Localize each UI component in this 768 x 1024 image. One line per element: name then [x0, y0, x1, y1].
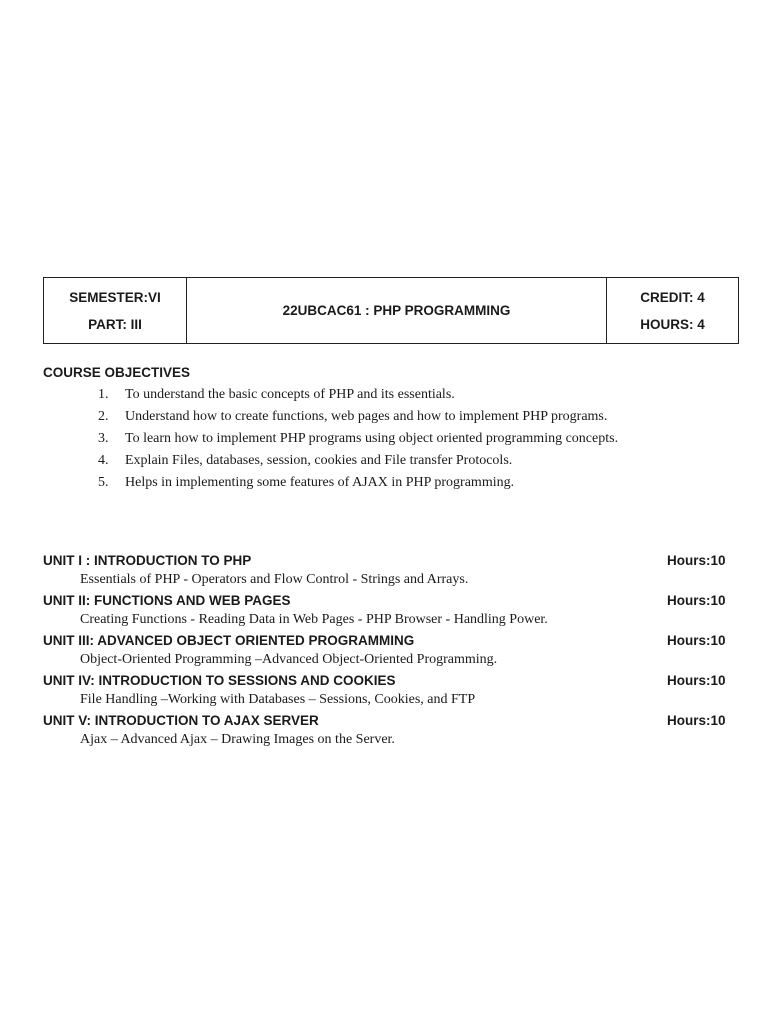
objective-item — [98, 384, 748, 405]
units-section — [43, 551, 733, 751]
unit-header — [43, 551, 733, 570]
unit-title: UNIT II: FUNCTIONS AND WEB PAGES — [43, 593, 291, 608]
unit-block — [43, 551, 733, 590]
objective-number: 2. — [98, 409, 109, 424]
credit-label: CREDIT: 4 — [640, 289, 705, 305]
objective-item — [98, 472, 748, 493]
credit-hours-cell — [607, 278, 738, 343]
objective-text: Understand how to create functions, web pages and how to implement PHP programs. — [125, 409, 608, 424]
objective-number: 3. — [98, 431, 109, 446]
unit-block — [43, 631, 733, 670]
objective-item — [98, 406, 748, 427]
unit-title: UNIT I : INTRODUCTION TO PHP — [43, 553, 252, 568]
unit-description: Creating Functions - Reading Data in Web Pages - PHP Browser - Handling Power. — [80, 612, 548, 627]
unit-title: UNIT III: ADVANCED OBJECT ORIENTED PROGRAMMING — [43, 633, 415, 648]
part-label: PART: III — [88, 316, 142, 332]
unit-hours: Hours:10 — [667, 713, 726, 728]
hours-label: HOURS: 4 — [640, 316, 705, 332]
objective-number: 1. — [98, 387, 109, 402]
unit-block — [43, 591, 733, 630]
unit-description: Object-Oriented Programming –Advanced Object-Oriented Programming. — [80, 652, 498, 667]
unit-block — [43, 711, 733, 750]
unit-description: Essentials of PHP - Operators and Flow Control - Strings and Arrays. — [80, 572, 469, 587]
objectives-heading: COURSE OBJECTIVES — [43, 365, 191, 380]
objective-item — [98, 428, 748, 449]
objectives-list — [98, 384, 748, 494]
semester-part-cell — [44, 278, 187, 343]
course-title-cell — [187, 278, 607, 343]
unit-hours: Hours:10 — [667, 593, 726, 608]
unit-hours: Hours:10 — [667, 633, 726, 648]
objective-text: Helps in implementing some features of AJAX in PHP programming. — [125, 475, 515, 490]
unit-block — [43, 671, 733, 710]
unit-header — [43, 711, 733, 730]
unit-header — [43, 631, 733, 650]
unit-header — [43, 671, 733, 690]
unit-hours: Hours:10 — [667, 553, 726, 568]
course-title: 22UBCAC61 : PHP PROGRAMMING — [282, 303, 511, 318]
objective-item — [98, 450, 748, 471]
course-header-table — [43, 277, 739, 344]
unit-header — [43, 591, 733, 610]
unit-description: File Handling –Working with Databases – Sessions, Cookies, and FTP — [80, 692, 476, 707]
unit-title: UNIT IV: INTRODUCTION TO SESSIONS AND COOKIES — [43, 673, 396, 688]
unit-title: UNIT V: INTRODUCTION TO AJAX SERVER — [43, 713, 319, 728]
unit-description: Ajax – Advanced Ajax – Drawing Images on the Server. — [80, 732, 395, 747]
objective-text: Explain Files, databases, session, cookies and File transfer Protocols. — [125, 453, 513, 468]
unit-hours: Hours:10 — [667, 673, 726, 688]
semester-label: SEMESTER:VI — [69, 289, 161, 305]
objective-text: To learn how to implement PHP programs using object oriented programming concepts. — [125, 431, 619, 446]
objective-text: To understand the basic concepts of PHP and its essentials. — [125, 387, 455, 402]
objective-number: 4. — [98, 453, 109, 468]
objective-number: 5. — [98, 475, 109, 490]
